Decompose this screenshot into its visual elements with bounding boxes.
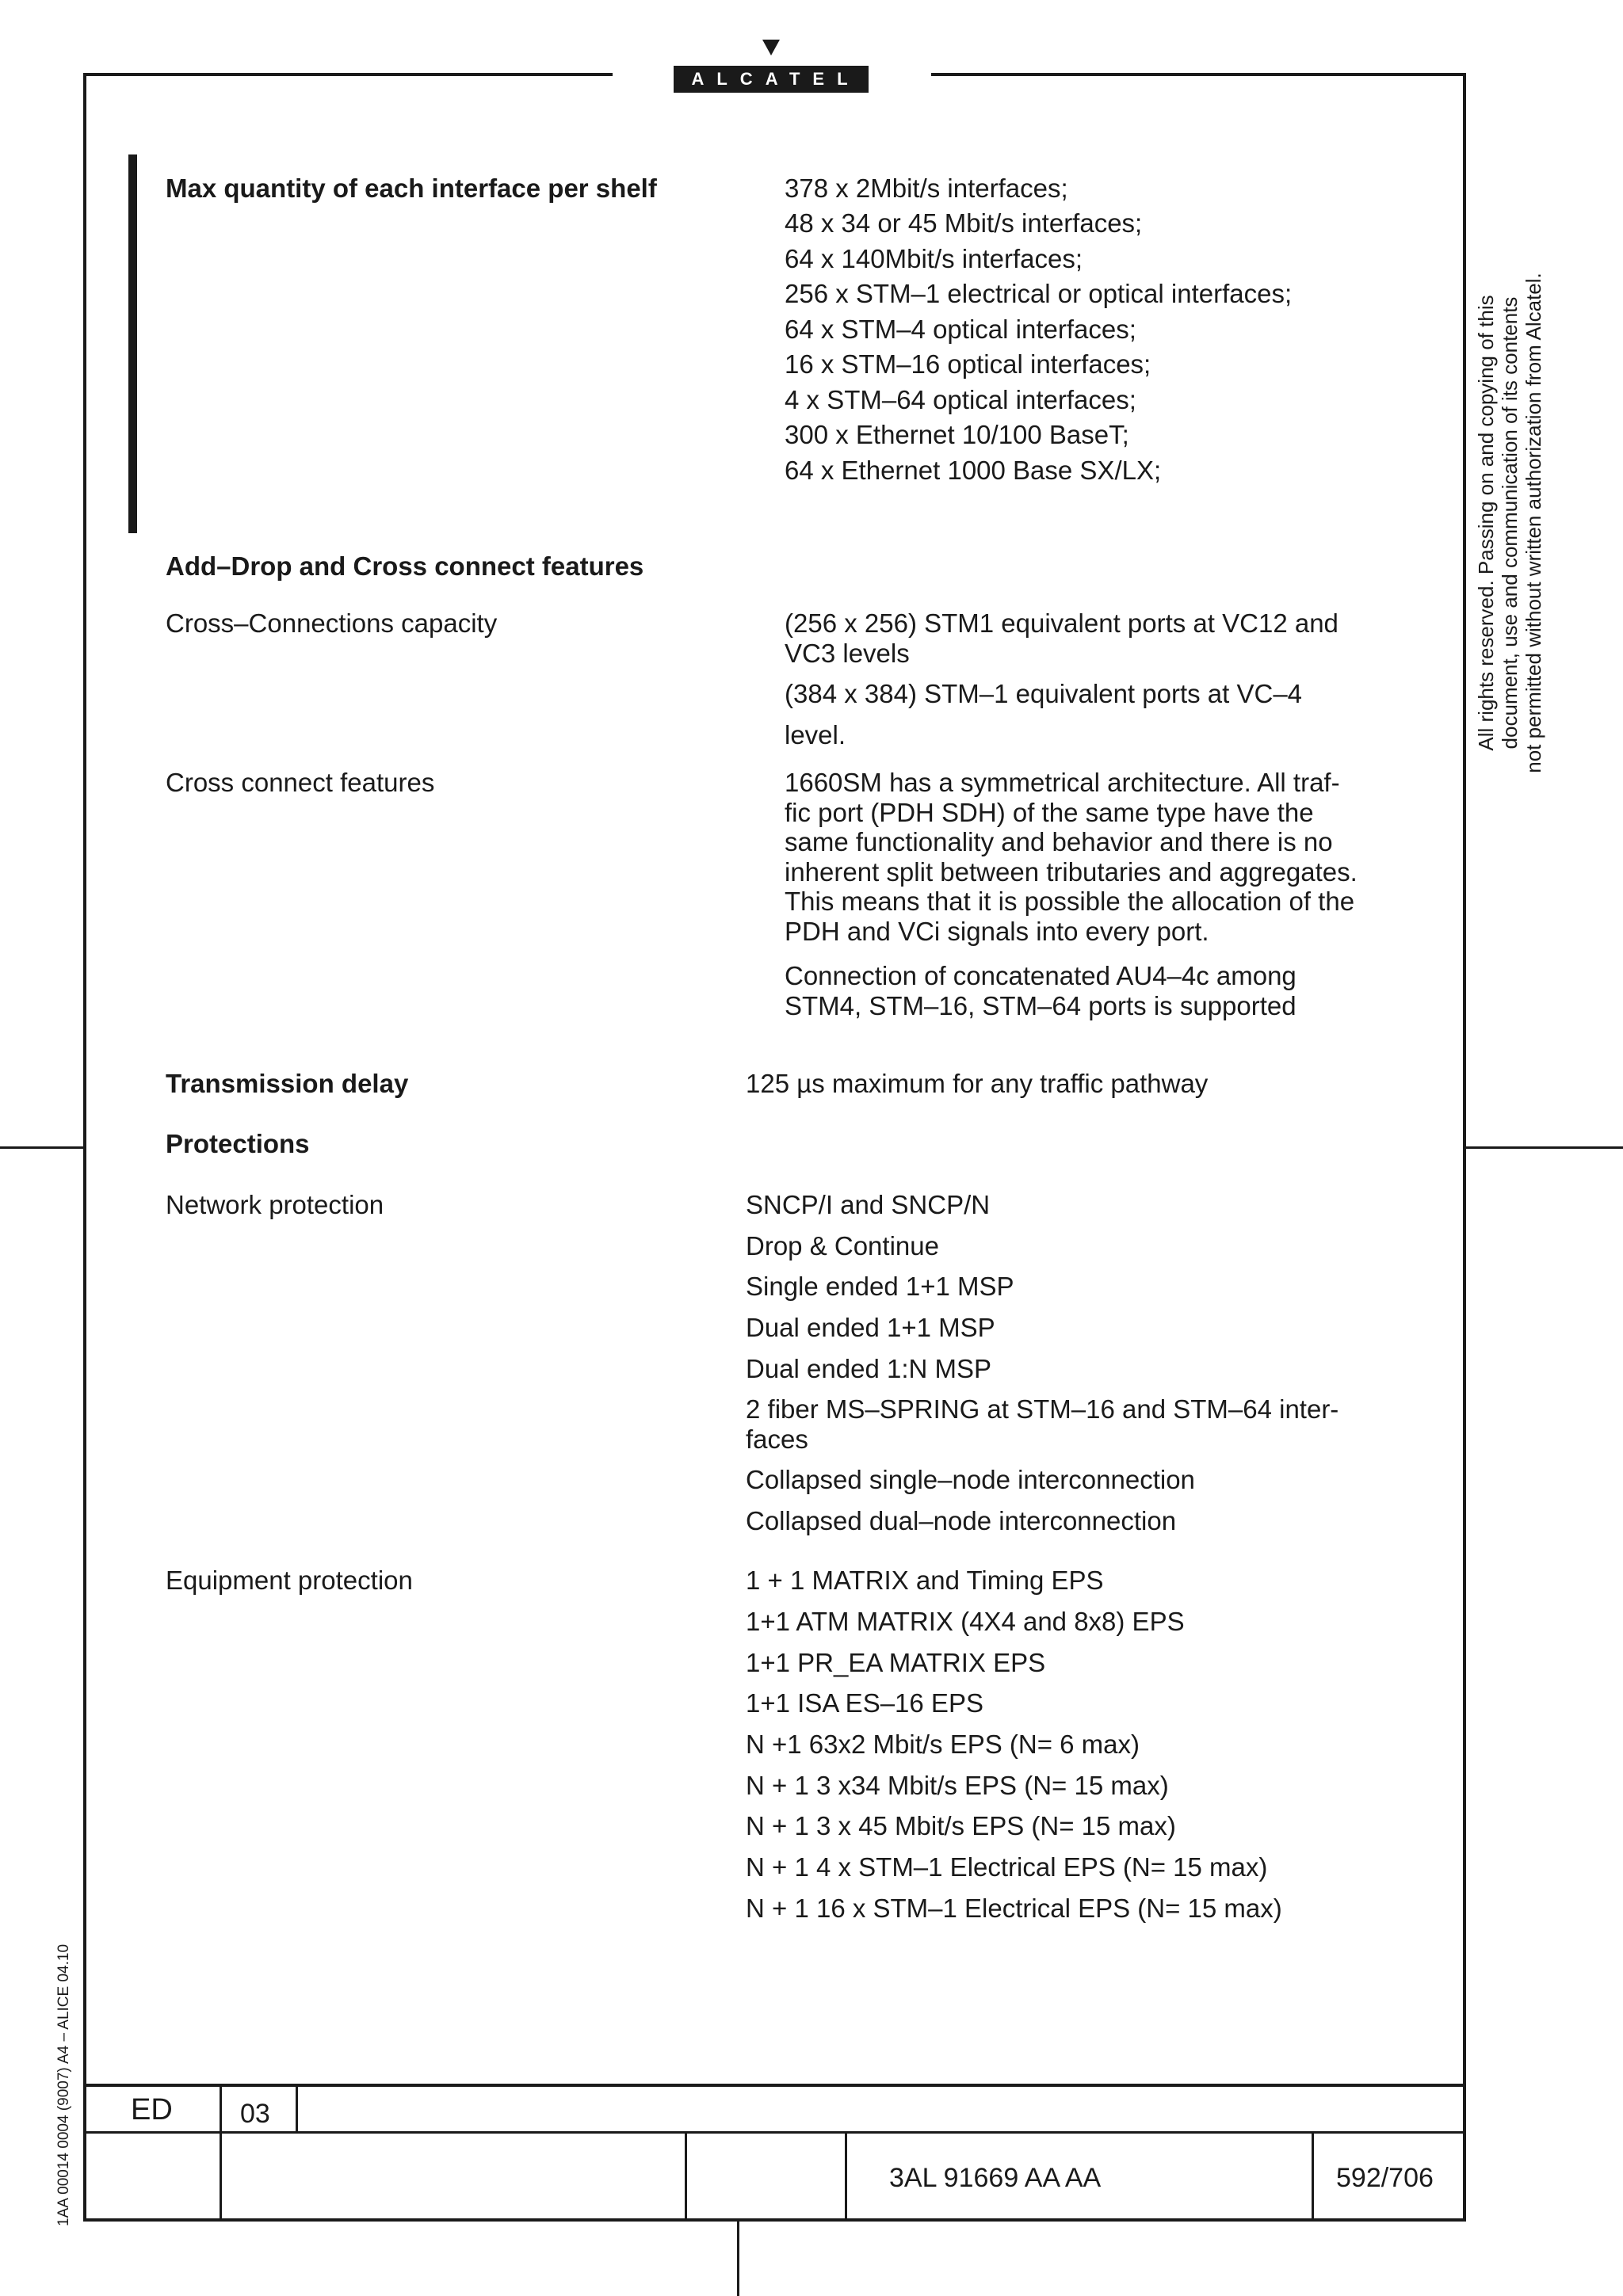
interface-item: 64 x Ethernet 1000 Base SX/LX;	[785, 456, 1162, 485]
network-protection-item: Dual ended 1+1 MSP	[746, 1313, 995, 1342]
equipment-protection-item: N +1 63x2 Mbit/s EPS (N= 6 max)	[746, 1730, 1140, 1759]
footer-rule-mid	[83, 2131, 1466, 2134]
footer-rule-top	[83, 2084, 1466, 2087]
footer-divider	[296, 2084, 298, 2133]
equipment-protection-item: 1 + 1 MATRIX and Timing EPS	[746, 1566, 1104, 1595]
equipment-protection-item: 1+1 ISA ES–16 EPS	[746, 1688, 983, 1718]
equipment-protection-label: Equipment protection	[166, 1566, 413, 1595]
interface-item: 48 x 34 or 45 Mbit/s interfaces;	[785, 208, 1143, 238]
logo-text: ALCATEL	[674, 66, 869, 93]
form-code: 1AA 00014 0004 (9007) A4 – ALICE 04.10	[55, 1943, 72, 2226]
interface-item: 64 x 140Mbit/s interfaces;	[785, 244, 1083, 273]
frame-bottom	[83, 2218, 1466, 2222]
interface-item: 16 x STM–16 optical interfaces;	[785, 349, 1151, 379]
network-protection-item: Collapsed single–node interconnection	[746, 1465, 1195, 1494]
protections-heading: Protections	[166, 1129, 310, 1158]
frame-top-right	[931, 73, 1466, 76]
copyright-notice: All rights reserved. Passing on and copying of this document, use and communication of its contents not permitted without written authorization from Alcatel.	[1474, 273, 1545, 773]
page-number: 592/706	[1336, 2163, 1434, 2193]
equipment-protection-item: 1+1 ATM MATRIX (4X4 and 8x8) EPS	[746, 1607, 1185, 1636]
document-number: 3AL 91669 AA AA	[889, 2163, 1102, 2193]
interface-item: 256 x STM–1 electrical or optical interfaces;	[785, 279, 1293, 308]
network-protection-item: Collapsed dual–node interconnection	[746, 1506, 1177, 1535]
equipment-protection-item: 1+1 PR_EA MATRIX EPS	[746, 1648, 1046, 1677]
interface-item: 378 x 2Mbit/s interfaces;	[785, 174, 1068, 203]
delay-value: 125 µs maximum for any traffic pathway	[746, 1069, 1209, 1098]
edition-value: 03	[240, 2099, 270, 2129]
logo-triangle-icon	[762, 40, 780, 55]
add-drop-heading: Add–Drop and Cross connect features	[166, 551, 644, 581]
change-bar	[128, 154, 137, 533]
fold-mark-right	[1466, 1146, 1623, 1149]
features-value: 1660SM has a symmetrical architecture. All traf- fic port (PDH SDH) of the same type have the same functionality and behavior and there is no inherent split between tributaries and aggregates. This means that it is possible the allocation of the PDH and VCi signals into every port.	[785, 768, 1358, 946]
footer-divider	[845, 2133, 847, 2220]
network-protection-item: Single ended 1+1 MSP	[746, 1272, 1014, 1301]
interface-item: 300 x Ethernet 10/100 BaseT;	[785, 420, 1129, 449]
fold-mark-bottom	[737, 2222, 739, 2296]
footer-divider	[220, 2084, 222, 2220]
interface-item: 64 x STM–4 optical interfaces;	[785, 315, 1136, 344]
frame-top-left	[83, 73, 613, 76]
equipment-protection-item: N + 1 16 x STM–1 Electrical EPS (N= 15 max)	[746, 1894, 1282, 1923]
edition-label: ED	[131, 2093, 173, 2126]
network-protection-item: SNCP/I and SNCP/N	[746, 1190, 991, 1219]
alcatel-logo	[674, 40, 869, 95]
capacity-value: (256 x 256) STM1 equivalent ports at VC12 and VC3 levels	[785, 608, 1338, 668]
network-protection-item: Dual ended 1:N MSP	[746, 1354, 992, 1383]
capacity-value: level.	[785, 720, 846, 749]
equipment-protection-item: N + 1 3 x34 Mbit/s EPS (N= 15 max)	[746, 1771, 1169, 1800]
fold-mark-left	[0, 1146, 83, 1149]
features-value: Connection of concatenated AU4–4c among STM4, STM–16, STM–64 ports is supported	[785, 961, 1296, 1020]
footer-divider	[685, 2133, 687, 2220]
delay-label: Transmission delay	[166, 1069, 409, 1098]
interfaces-heading: Max quantity of each interface per shelf	[166, 174, 657, 203]
equipment-protection-item: N + 1 3 x 45 Mbit/s EPS (N= 15 max)	[746, 1811, 1176, 1840]
network-protection-item: Drop & Continue	[746, 1231, 939, 1261]
capacity-label: Cross–Connections capacity	[166, 608, 498, 638]
interface-item: 4 x STM–64 optical interfaces;	[785, 385, 1136, 414]
network-protection-label: Network protection	[166, 1190, 384, 1219]
network-protection-item: 2 fiber MS–SPRING at STM–16 and STM–64 inter- faces	[746, 1394, 1339, 1454]
equipment-protection-item: N + 1 4 x STM–1 Electrical EPS (N= 15 max)	[746, 1852, 1268, 1882]
capacity-value: (384 x 384) STM–1 equivalent ports at VC–4	[785, 679, 1303, 708]
frame-left	[83, 73, 86, 2222]
footer-divider	[1312, 2133, 1314, 2220]
features-label: Cross connect features	[166, 768, 435, 797]
